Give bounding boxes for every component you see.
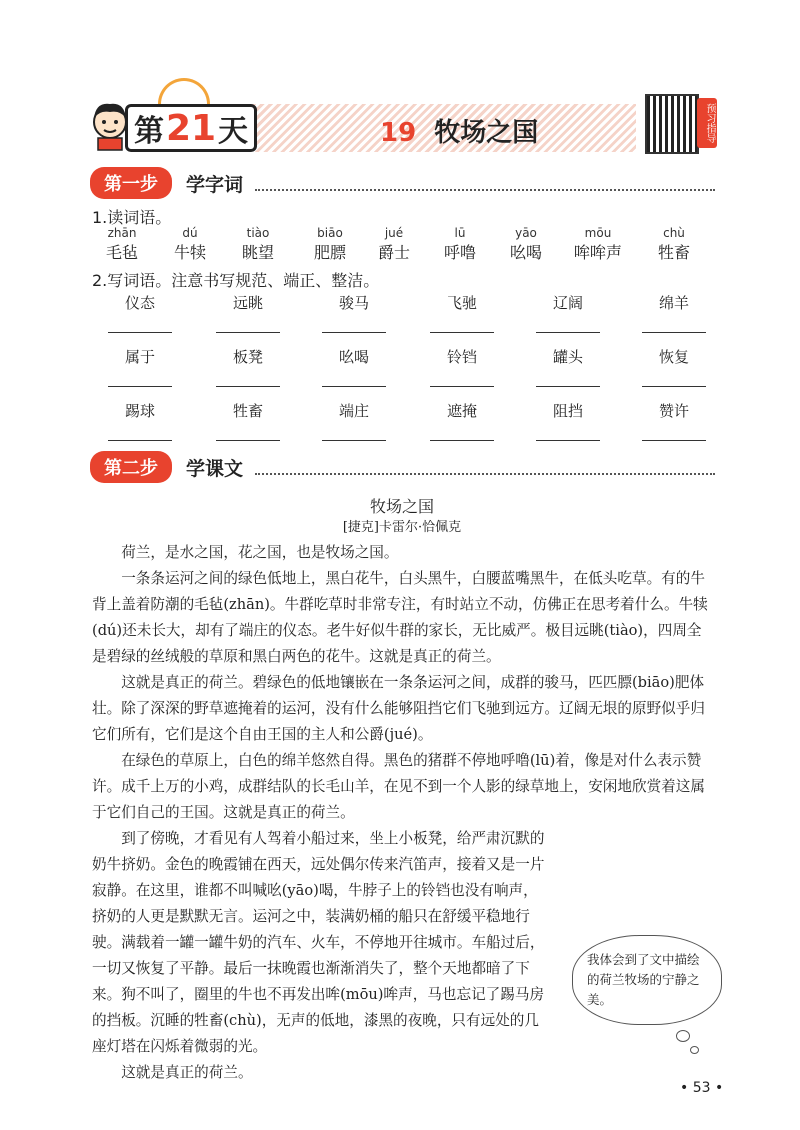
write-word: 辽阔 — [552, 294, 583, 312]
article-body — [92, 540, 716, 826]
qr-code-icon[interactable] — [645, 94, 699, 154]
bubble-dot — [676, 1030, 690, 1042]
write-word: 吆喝 — [338, 348, 369, 366]
day-number: 21 — [165, 107, 217, 149]
section-divider — [255, 189, 715, 191]
answer-line[interactable] — [642, 386, 706, 387]
write-word: 仪态 — [124, 294, 155, 312]
read-word: jué 爵士 — [377, 226, 410, 262]
write-word: 板凳 — [232, 348, 263, 366]
answer-line[interactable] — [430, 440, 494, 441]
paragraph: 到了傍晚，才看见有人驾着小船过来，坐上小板凳，给严肃沉默的奶牛挤奶。金色的晚霞铺在西天，远处偶尔传来汽笛声，接着又是一片寂静。在这里，谁都不叫喊吆(yāo)喝，牛脖子上的铃铛也没有响声，挤奶的人更是默默无言。运河之中，装满奶桶的船只在舒缓平稳地行驶。满载着一罐一罐牛奶的汽车、火车，不停地开往城市。车船过后，一切又恢复了平静。最后一抹晚霞也渐渐消失了，整个天地都暗了下来。狗不叫了，圈里的牛也不再发出哞(mōu)哞声，马也忘记了踢马房的挡板。沉睡的牲畜(chù)，无声的低地，漆黑的夜晚，只有远处的几座灯塔在闪烁着微弱的光。 — [92, 830, 545, 1055]
read-word: tiào 眺望 — [241, 226, 274, 262]
step1-title: 学字词 — [186, 173, 244, 196]
write-word: 远眺 — [232, 294, 263, 312]
answer-line[interactable] — [216, 386, 280, 387]
page-number: • 53 • — [680, 1080, 724, 1096]
read-word: zhān 毛毡 — [105, 226, 138, 262]
answer-line[interactable] — [430, 386, 494, 387]
lesson-number: 19 — [380, 118, 417, 148]
answer-line[interactable] — [216, 440, 280, 441]
write-word: 恢复 — [658, 348, 689, 366]
write-word: 遮掩 — [446, 402, 477, 420]
answer-line[interactable] — [322, 332, 386, 333]
article-author: [捷克]卡雷尔·恰佩克 — [342, 520, 462, 535]
answer-line[interactable] — [322, 440, 386, 441]
day-badge — [125, 104, 257, 152]
paragraph: 这就是真正的荷兰。 — [121, 1064, 253, 1081]
read-word: chù 牲畜 — [657, 226, 690, 262]
paragraph: 在绿色的草原上，白色的绵羊悠然自得。黑色的猪群不停地呼噜(lū)着，像是对什么表示赞许。成千上万的小鸡，成群结队的长毛山羊，在见不到一个人影的绿草地上，安闲地欣赏着这属于它们自己的王国。这就是真正的荷兰。 — [92, 752, 705, 821]
step2-title: 学课文 — [186, 457, 244, 480]
article-title: 牧场之国 — [369, 497, 434, 516]
question-2: 2.写词语。注意书写规范、端正、整洁。 — [92, 271, 380, 290]
answer-line[interactable] — [430, 332, 494, 333]
write-word: 阻挡 — [552, 402, 583, 420]
read-word: lū 呼噜 — [443, 226, 476, 262]
write-word: 绵羊 — [658, 294, 689, 312]
section-divider — [255, 473, 715, 475]
sun-icon — [158, 78, 210, 104]
section-step1 — [90, 168, 715, 198]
paragraph: 这就是真正的荷兰。碧绿色的低地镶嵌在一条条运河之间，成群的骏马，匹匹膘(biāo)肥体壮。除了深深的野草遮掩着的运河，没有什么能够阻挡它们飞驰到远方。辽阔无垠的原野似乎归它们所有，它们是这个自由王国的主人和公爵(jué)。 — [92, 674, 705, 743]
step2-label: 第二步 — [90, 451, 172, 483]
write-word: 赞许 — [658, 402, 689, 420]
read-word: yāo 吆喝 — [509, 226, 542, 262]
answer-line[interactable] — [536, 386, 600, 387]
read-word: biāo 肥膘 — [313, 226, 346, 262]
section-step2 — [90, 452, 715, 482]
bubble-dot — [690, 1046, 699, 1054]
read-word: mōu 哞哞声 — [573, 226, 622, 262]
write-word: 飞驰 — [446, 294, 477, 312]
answer-line[interactable] — [216, 332, 280, 333]
read-word: dú 牛犊 — [173, 226, 206, 262]
write-word: 属于 — [124, 348, 155, 366]
lesson-title: 牧场之国 — [434, 118, 539, 148]
thought-bubble — [572, 935, 722, 1025]
answer-line[interactable] — [108, 332, 172, 333]
step1-label: 第一步 — [90, 167, 172, 199]
write-word: 罐头 — [552, 348, 583, 366]
day-suffix: 天 — [218, 114, 249, 149]
answer-line[interactable] — [536, 332, 600, 333]
paragraph: 一条条运河之间的绿色低地上，黑白花牛，白头黑牛，白腰蓝嘴黑牛，在低头吃草。有的牛背上盖着防潮的毛毡(zhān)。牛群吃草时非常专注，有时站立不动，仿佛正在思考着什么。牛犊(dú)还未长大，却有了端庄的仪态。老牛好似牛群的家长，无比威严。极目远眺(tiào)，四周全是碧绿的丝绒般的草原和黑白两色的花牛。这就是真正的荷兰。 — [92, 570, 708, 665]
write-grid — [100, 292, 720, 452]
question-1: 1.读词语。 — [92, 208, 172, 227]
write-word: 踢球 — [124, 402, 155, 420]
write-word: 骏马 — [338, 294, 369, 312]
answer-line[interactable] — [536, 440, 600, 441]
answer-line[interactable] — [108, 386, 172, 387]
bubble-note: 我体会到了文中描绘的荷兰牧场的宁静之美。 — [587, 952, 700, 1007]
answer-line[interactable] — [322, 386, 386, 387]
answer-line[interactable] — [642, 332, 706, 333]
read-words-row — [92, 226, 722, 266]
lesson-heading — [380, 112, 538, 149]
write-word: 牲畜 — [232, 402, 263, 420]
qr-tag: 预习指导 — [697, 98, 717, 148]
answer-line[interactable] — [108, 440, 172, 441]
day-prefix: 第 — [133, 114, 164, 149]
write-word: 铃铛 — [446, 348, 477, 366]
paragraph: 荷兰，是水之国，花之国，也是牧场之国。 — [121, 544, 399, 561]
write-word: 端庄 — [338, 402, 369, 420]
answer-line[interactable] — [642, 440, 706, 441]
